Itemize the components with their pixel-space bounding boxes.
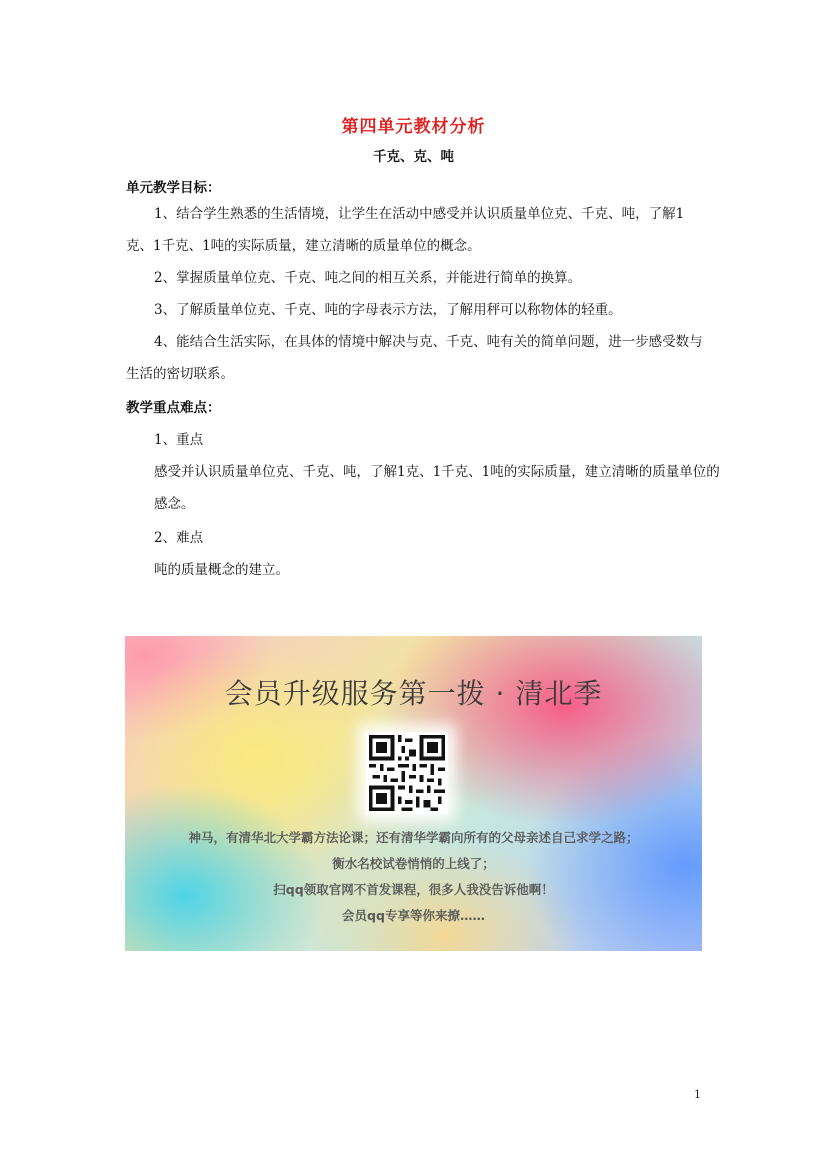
banner-line-2: 衡水名校试卷悄悄的上线了； xyxy=(332,856,495,871)
qr-code-icon[interactable] xyxy=(366,732,448,814)
difficulty-label: 2、难点 xyxy=(154,530,204,546)
section-heading-keypoints: 教学重点难点： xyxy=(126,400,221,416)
key-point-label: 1、重点 xyxy=(154,432,204,448)
key-point-text: 感受并认识质量单位克、千克、吨，了解1克、1千克、1吨的实际质量，建立清晰的质量单位的感念。 xyxy=(154,464,720,512)
document-subtitle: 千克、克、吨 xyxy=(373,149,454,165)
banner-line-1: 神马，有清华北大学霸方法论课；还有清华学霸向所有的父母亲述自己求学之路； xyxy=(188,830,639,845)
goal-item-1: 1、结合学生熟悉的生活情境，让学生在活动中感受并认识质量单位克、千克、吨，了解1克、1千克、1吨的实际质量，建立清晰的质量单位的概念。 xyxy=(126,206,685,254)
goal-item-3: 3、了解质量单位克、千克、吨的字母表示方法，了解用秤可以称物体的轻重。 xyxy=(154,302,622,318)
promo-banner[interactable] xyxy=(125,636,702,951)
section-heading-goals: 单元教学目标： xyxy=(126,180,221,196)
banner-title: 会员升级服务第一拨 · 清北季 xyxy=(224,677,603,710)
banner-line-4: 会员qq专享等你来撩…… xyxy=(342,908,485,923)
banner-line-3: 扫qq领取官网不首发课程，很多人我没告诉他啊！ xyxy=(273,882,554,897)
document-title: 第四单元教材分析 xyxy=(341,117,486,137)
goal-item-4: 4、能结合生活实际，在具体的情境中解决与克、千克、吨有关的简单问题，进一步感受数与生活的密切联系。 xyxy=(126,334,703,382)
difficulty-text: 吨的质量概念的建立。 xyxy=(154,562,289,578)
goal-item-2: 2、掌握质量单位克、千克、吨之间的相互关系，并能进行简单的换算。 xyxy=(154,270,582,286)
page-number: 1 xyxy=(694,1088,701,1101)
